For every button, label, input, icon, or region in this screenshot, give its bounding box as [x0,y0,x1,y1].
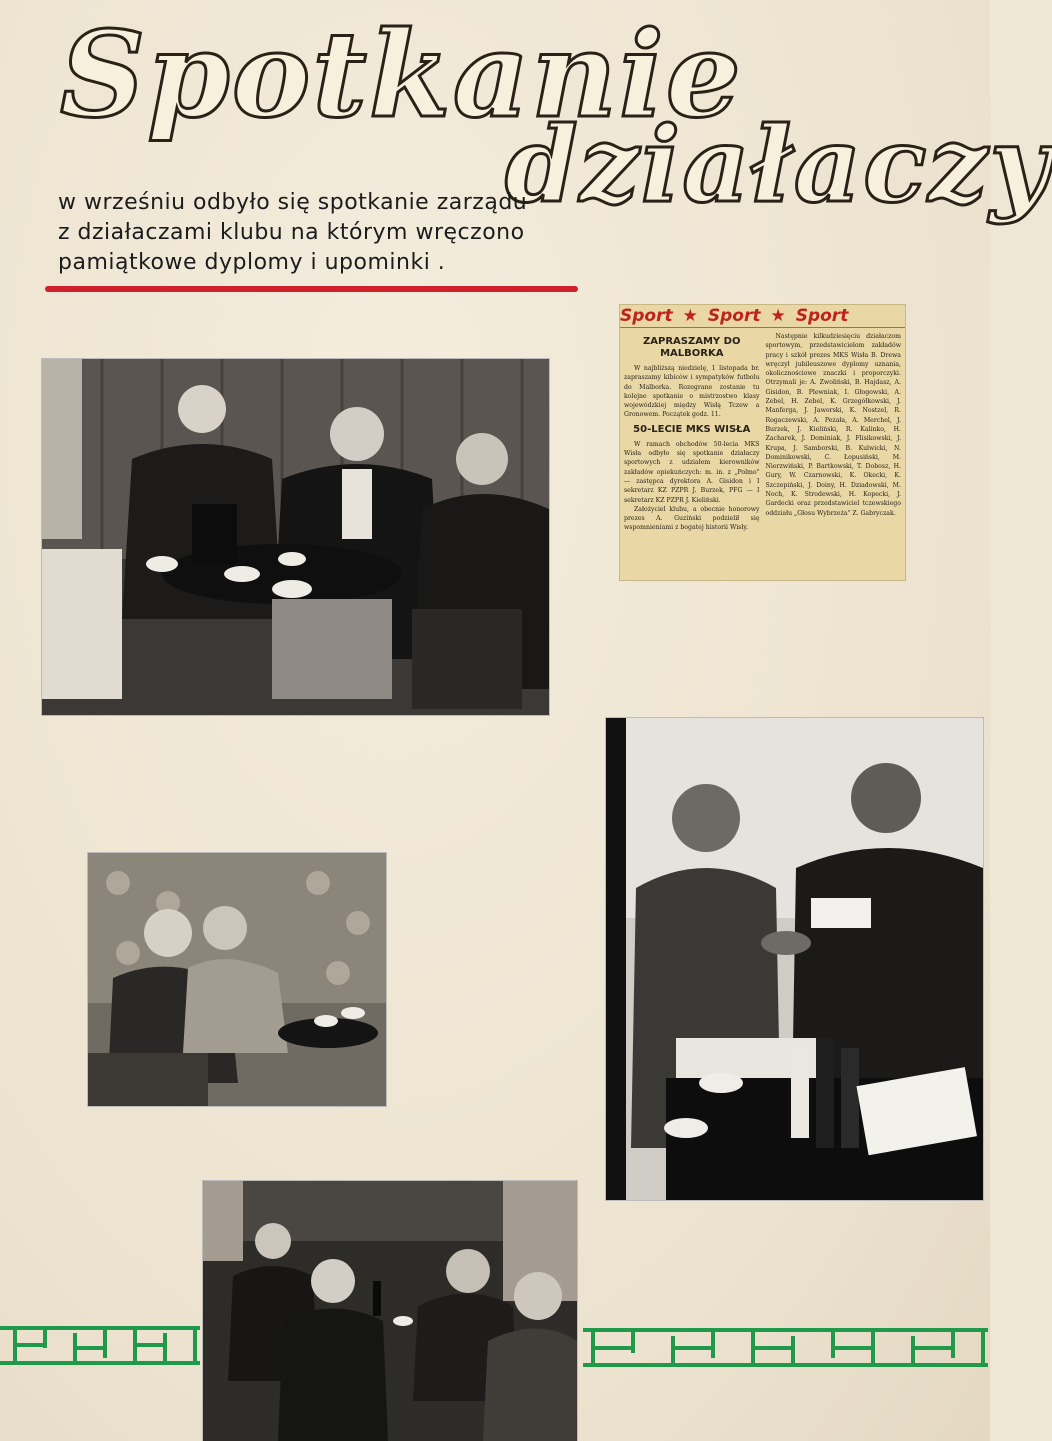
clipping-paragraph-3: Założyciel klubu, a obecnie honorowy prezes A. Guziński podzielił się wspomnieniami z bogatej historii Wisły. [624,505,760,532]
newspaper-clipping [619,304,906,581]
green-border-right [583,1318,990,1373]
clipping-header-word: Sport [707,306,761,326]
title-dzialaczy: działaczy [505,103,1052,226]
photo-handshake [606,718,983,1200]
clipping-header-word: Sport [795,306,849,326]
clipping-header-star: ★ [682,306,698,326]
intro-line-3: pamiątkowe dyplomy i upominki . [58,250,446,275]
intro-text [58,188,598,278]
clipping-header-star: ★ [770,306,786,326]
photo-man-and-woman [88,853,386,1106]
photo-three-men-seated [42,359,549,715]
red-underline [45,286,578,292]
clipping-paragraph-2: W ramach obchodów 50-lecia MKS Wisła odbyło się spotkanie działaczy sportowych z udziałem kierowników zakładów opiekuńczych: m. in. z „Polmo" — zastępca dyrektora A. Gisidon i I sekretarz KZ PZPR J. Burzek, PFG — I sekretarz KZ PZPR J. Kieliński. [624,440,760,504]
clipping-heading-2: 50-LECIE MKS WISŁA [633,423,751,435]
clipping-header-word: Sport [620,306,673,326]
green-border-left [0,1318,205,1373]
title-spotkanie: Spotkanie [60,5,743,144]
clipping-heading-1: ZAPRASZAMY DO MALBORKA [643,336,741,359]
clipping-paragraph-1: W najbliższą niedzielę, 1 listopada br. zapraszamy kibiców i sympatyków futbolu do Malborka. Rozegrane zostanie tu kolejne spotkanie o mistrzostwo klasy wojewódzkiej między Wisłą Tczew a Gronowem. Początek godz. 11. [624,365,760,419]
clipping-paragraph-4: Następnie kilkudziesięciu działaczom sportowym, przedstawicielom zakładów pracy i szkół prezes MKS Wisła B. Drewa wręczył jubileuszowe dyplomy uznania, okolicznościowe znaczki i proporczyki. Otrzymali je: A. Zwoliński, B. Hajdasz, A. Gisidon, B. Plewniak, I. Głogowski, A. Zebel, H. Zebel, K. Grzegółkowski, J. Manferga, J. Jaworski, K. Nostzel, R. Rogaczewski, A. Pezała, A. Merchel, J. Burzek, J. Kieliński, R. Kalinko, H. Zacharek, J. Dominiak, J. Flisikowski, J. Krupa, J. Samborski, B. Kulwicki, N. Dominikowski, C. Łopusiński, M. Nierzwiński, P. Bartkowski, T. Dobosz, H. Gury, W. Czarnowski, K. Okecki, K. Szczepiński, J. Doiny, H. Dziadowski, M. Noch, K. Strodewski, H. Kopecki, J. Gardecki oraz przedstawiciel tczewskiego oddziału „Głosu Wybrzeża" Z. Gabryczak. [765,333,901,517]
clipping-column-left [624,332,760,533]
clipping-header [620,305,905,328]
intro-line-1: w wrześniu odbyło się spotkanie zarządu [58,190,528,215]
clipping-column-right [766,332,902,533]
photo-group-of-men [203,1181,577,1441]
intro-line-2: z działaczami klubu na którym wręczono [58,220,525,245]
